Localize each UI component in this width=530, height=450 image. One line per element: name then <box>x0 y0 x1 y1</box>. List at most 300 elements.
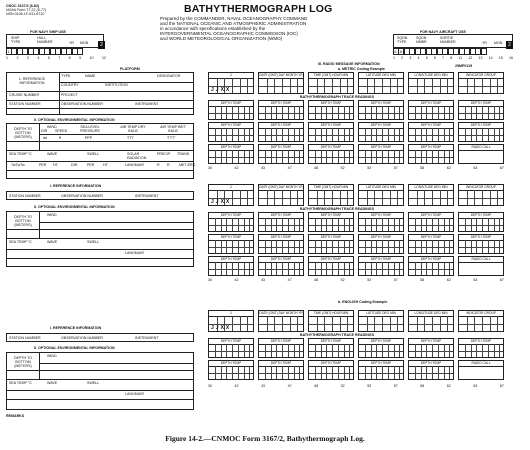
code-meters: MET-ERS <box>179 163 195 167</box>
column-numbers: 30 42 43 47 48 52 53 57 58 62 63 67 <box>208 278 504 282</box>
instrument-label-2: INSTRUMENT <box>135 194 159 198</box>
header-block-title: INDICATOR GROUP <box>459 73 503 79</box>
row-line <box>359 157 403 158</box>
row-line <box>359 351 403 352</box>
jjxx-code: J J X X <box>211 325 230 331</box>
depth-temp-block[interactable] <box>358 122 404 142</box>
depth-temp-block[interactable] <box>258 122 304 142</box>
header-block[interactable] <box>258 310 304 332</box>
swell-label: SWELL <box>87 152 100 156</box>
depth-temp-header: DEPTH TEMP <box>259 123 303 129</box>
depth-temp-block[interactable] <box>208 234 254 254</box>
wind-label-3: WIND <box>47 354 57 358</box>
ref-box-3 <box>6 333 194 342</box>
radio-call-block[interactable] <box>458 360 504 380</box>
depth-temp-header: DEPTH TEMP <box>409 361 453 367</box>
row-line <box>309 225 353 226</box>
depth-temp-header: DEPTH TEMP <box>409 257 453 263</box>
row-line <box>259 351 303 352</box>
wind-label-2: WIND <box>47 213 57 217</box>
depth-to-bottom-label: DEPTH TO BOTTOM (METERS) <box>13 127 33 139</box>
country-label: COUNTRY <box>61 83 79 87</box>
env-title-1: II. OPTIONAL ENVIRONMENTAL INFORMATION <box>34 118 115 122</box>
english-coding-title: b. ENGLISH Coding Example <box>338 300 388 304</box>
code-swell-dir: DIR <box>71 163 78 167</box>
air-temp-wet-label: AIR TEMP WET BULB <box>160 125 186 133</box>
trace-title: BATHYTHERMOGRAPH TRACE READINGS <box>300 207 375 211</box>
depth-temp-block[interactable] <box>408 122 454 142</box>
sea-temp-label: SEA TEMP °C <box>9 152 32 156</box>
row-line <box>259 373 303 374</box>
env-box-1 <box>6 123 194 179</box>
depth-temp-header: DEPTH TEMP <box>359 235 403 241</box>
depth-temp-block[interactable] <box>258 100 304 120</box>
env-title-2: II. OPTIONAL ENVIRONMENTAL INFORMATION <box>34 205 115 209</box>
ref-info-label: 1. REFERENCE INFORMATION <box>18 77 46 85</box>
code-ff: ff <box>59 135 61 140</box>
code-wave-ht: HT <box>53 163 58 167</box>
depth-temp-block[interactable] <box>308 212 354 232</box>
row-line <box>459 135 503 136</box>
row-line <box>259 198 303 199</box>
header-block-title: TIME (GMT) HOUR MIN <box>309 311 353 317</box>
ref-title-3: I. REFERENCE INFORMATION <box>50 326 102 330</box>
code-langmuir-3: LANGMUIR <box>125 392 144 396</box>
row-line <box>359 373 403 374</box>
row-line <box>359 247 403 248</box>
depth-temp-header: DEPTH TEMP <box>309 361 353 367</box>
header-block[interactable] <box>258 72 304 94</box>
row-line <box>309 113 353 114</box>
header-block[interactable] <box>358 184 404 206</box>
row-line <box>209 157 253 158</box>
depth-temp-block[interactable] <box>258 360 304 380</box>
row-line <box>359 86 403 87</box>
row-line <box>259 324 303 325</box>
row-line <box>259 269 303 270</box>
depth-to-bottom-label-3: DEPTH TO BOTTOM (METERS) <box>13 356 33 368</box>
depth-temp-header: DEPTH TEMP <box>309 235 353 241</box>
ref-box-2 <box>6 191 194 200</box>
institution-label: INSTITUTION <box>105 83 128 87</box>
depth-temp-block[interactable] <box>208 122 254 142</box>
depth-temp-header: DEPTH TEMP <box>359 339 403 345</box>
precip-label: PRECIP <box>157 152 171 156</box>
navy-aircraft-box <box>393 34 513 48</box>
header-block-title: 1 <box>209 311 253 317</box>
row-line <box>259 157 303 158</box>
depth-temp-block[interactable] <box>458 122 504 142</box>
depth-temp-block[interactable] <box>358 360 404 380</box>
sortie-number-label: SORTIE NUMBER <box>440 36 456 44</box>
row-line <box>409 324 453 325</box>
row-line <box>309 269 353 270</box>
depth-temp-header: DEPTH TEMP <box>309 145 353 151</box>
depth-temp-header: DEPTH TEMP <box>259 257 303 263</box>
code-wave-per: PER <box>39 163 47 167</box>
dir-label: DIR <box>41 129 48 133</box>
remarks-label: REMARKS <box>6 414 25 418</box>
depth-temp-block[interactable] <box>408 360 454 380</box>
header-block[interactable] <box>358 72 404 94</box>
ref-title-2: I. REFERENCE INFORMATION <box>50 184 102 188</box>
ship-tail-cell: 2 <box>98 41 105 49</box>
depth-temp-header: DEPTH TEMP <box>209 101 253 107</box>
header-block-title: LATITUDE DEG MIN <box>359 311 403 317</box>
figure-caption: Figure 14-2.—CNMOC Form 3167/2, Bathythermograph Log. <box>165 434 365 443</box>
header-block-title: LONGITUDE DEG MIN <box>409 73 453 79</box>
depth-temp-header: RADIO CALL <box>459 361 503 367</box>
depth-temp-block[interactable] <box>308 122 354 142</box>
designator-label: DESIGNATOR <box>157 74 181 78</box>
depth-temp-block[interactable] <box>208 144 254 164</box>
air-temp-dry-label: AIR TEMP DRY BULB <box>120 125 146 133</box>
page-title: BATHYTHERMOGRAPH LOG <box>184 3 333 15</box>
sea-temp-label-3: SEA TEMP °C <box>9 381 32 385</box>
depth-temp-block[interactable] <box>358 338 404 358</box>
header-block-title: 1 <box>209 73 253 79</box>
jjxx-code: J J X X <box>211 199 230 205</box>
station-number-label-2: STATION NUMBER <box>9 194 41 198</box>
depth-temp-header: DEPTH TEMP <box>309 101 353 107</box>
depth-temp-block[interactable] <box>458 234 504 254</box>
depth-temp-block[interactable] <box>258 212 304 232</box>
depth-temp-block[interactable] <box>408 212 454 232</box>
instrument-label: INSTRUMENT <box>135 102 159 106</box>
depth-temp-header: DEPTH TEMP <box>459 213 503 219</box>
depth-temp-block[interactable] <box>408 234 454 254</box>
navy-aircraft-numbers: 1 2 3 4 5 6 7 8 11 12 13 14 15 16 <box>393 56 513 60</box>
header-block[interactable] <box>408 72 454 94</box>
row-line <box>209 269 253 270</box>
row-line <box>309 198 353 199</box>
depth-temp-header: DEPTH TEMP <box>459 339 503 345</box>
depth-temp-header: DEPTH TEMP <box>409 235 453 241</box>
sqdn-nmbr-label: SQDN NMBR <box>416 36 427 44</box>
depth-temp-header: DEPTH TEMP <box>209 235 253 241</box>
env-box-2 <box>6 211 194 267</box>
row-line <box>409 247 453 248</box>
depth-temp-header: DEPTH TEMP <box>259 213 303 219</box>
row-line <box>209 247 253 248</box>
swell-label-3: SWELL <box>87 381 100 385</box>
trace-title: BATHYTHERMOGRAPH TRACE READINGS <box>300 95 375 99</box>
trans-label: TRANS <box>177 152 190 156</box>
code-twtwtw: TwTwTw <box>11 163 25 167</box>
row-line <box>409 198 453 199</box>
aircraft-yr-label: YR <box>482 41 487 45</box>
row-line <box>409 135 453 136</box>
row-line <box>309 373 353 374</box>
depth-temp-block[interactable] <box>308 234 354 254</box>
depth-temp-header: RADIO CALL <box>459 257 503 263</box>
depth-temp-block[interactable] <box>208 360 254 380</box>
header-block[interactable] <box>208 72 254 94</box>
trace-title: BATHYTHERMOGRAPH TRACE READINGS <box>300 333 375 337</box>
depth-temp-block[interactable] <box>308 338 354 358</box>
header-block[interactable] <box>308 310 354 332</box>
row-line <box>359 198 403 199</box>
depth-temp-header: DEPTH TEMP <box>309 213 353 219</box>
ship-type-label: SHIP TYPE <box>11 36 21 44</box>
row-line <box>409 269 453 270</box>
depth-temp-header: DEPTH TEMP <box>409 213 453 219</box>
depth-temp-header: DEPTH TEMP <box>209 213 253 219</box>
row-line <box>409 351 453 352</box>
row-line <box>359 135 403 136</box>
depth-to-bottom-label-2: DEPTH TO BOTTOM (METERS) <box>13 215 33 227</box>
sea-level-pressure-label: SEA LEVEL PRESSURE <box>80 125 100 133</box>
header-block[interactable] <box>408 310 454 332</box>
depth-temp-block[interactable] <box>358 234 404 254</box>
depth-temp-block[interactable] <box>208 100 254 120</box>
header-block-title: 1 <box>209 185 253 191</box>
row-line <box>459 198 503 199</box>
header-block[interactable] <box>458 72 504 94</box>
row-line <box>209 225 253 226</box>
depth-temp-block[interactable] <box>358 256 404 276</box>
depth-temp-block[interactable] <box>258 144 304 164</box>
navy-aircraft-cells[interactable]: 6 A <box>393 48 487 55</box>
row-line <box>259 225 303 226</box>
depth-temp-header: DEPTH TEMP <box>209 339 253 345</box>
depth-temp-header: DEPTH TEMP <box>259 101 303 107</box>
env-box-3 <box>6 352 194 410</box>
metric-coding-title: a. METRIC Coding Example <box>338 67 385 71</box>
depth-temp-block[interactable] <box>208 338 254 358</box>
aircraft-mon-label: MON <box>494 41 503 45</box>
radio-call-block[interactable] <box>458 256 504 276</box>
row-line <box>309 324 353 325</box>
row-line <box>209 135 253 136</box>
row-line <box>459 351 503 352</box>
row-line <box>209 373 253 374</box>
header-block[interactable] <box>408 184 454 206</box>
form-id-line1: CNOC 3167/2 (6-82) <box>6 4 40 8</box>
header-block[interactable] <box>308 184 354 206</box>
wave-label-2: WAVE <box>47 240 58 244</box>
navy-ship-numbers: 1 2 3 4 5 7 8 9 10 12 <box>6 56 106 60</box>
wave-label-3: WAVE <box>47 381 58 385</box>
depth-temp-header: DEPTH TEMP <box>459 123 503 129</box>
sea-temp-label-2: SEA TEMP °C <box>9 240 32 244</box>
depth-temp-header: DEPTH TEMP <box>209 145 253 151</box>
row-line <box>409 225 453 226</box>
column-numbers: 30 42 43 47 48 52 53 57 58 62 63 67 <box>208 384 504 388</box>
observation-number-label-3: OBSERVATION NUMBER <box>61 336 103 340</box>
navy-ship-title: FOR NAVY SHIP USE <box>30 30 66 34</box>
row-line <box>459 324 503 325</box>
depth-temp-header: DEPTH TEMP <box>409 339 453 345</box>
code-r1: R <box>157 163 160 167</box>
depth-temp-header: DEPTH TEMP <box>309 123 353 129</box>
observation-number-label-2: OBSERVATION NUMBER <box>61 194 103 198</box>
column-numbers: 30 42 43 47 48 52 53 57 58 62 63 67 <box>208 166 504 170</box>
type-label: TYPE <box>61 74 71 78</box>
wave-label: WAVE <box>47 152 58 156</box>
depth-temp-block[interactable] <box>458 100 504 120</box>
depth-temp-header: DEPTH TEMP <box>359 123 403 129</box>
row-line <box>309 351 353 352</box>
row-line <box>309 135 353 136</box>
sqdn-type-label: SQDN TYPE <box>397 36 408 44</box>
code-swell-ht: HT <box>103 163 108 167</box>
navy-aircraft-title: FOR NAVY AIRCRAFT USE <box>420 30 466 34</box>
header-block-title: LONGITUDE DEG MIN <box>409 311 453 317</box>
row-line <box>309 247 353 248</box>
row-line <box>359 324 403 325</box>
instrument-label-3: INSTRUMENT <box>135 336 159 340</box>
depth-temp-block[interactable] <box>208 212 254 232</box>
row-line <box>259 135 303 136</box>
cruise-number-label: CRUISE NUMBER <box>9 93 40 97</box>
row-line <box>309 86 353 87</box>
depth-temp-block[interactable] <box>208 256 254 276</box>
code-swell-per: PER <box>87 163 95 167</box>
env-title-3: II. OPTIONAL ENVIRONMENTAL INFORMATION <box>34 346 115 350</box>
row-line <box>459 113 503 114</box>
depth-temp-header: DEPTH TEMP <box>409 123 453 129</box>
depth-temp-block[interactable] <box>258 338 304 358</box>
prepared-by: Prepared by the COMMANDER, NAVAL OCEANOGRAPHY COMMAND and the NATIONAL OCEANIC AND ATMOSPHERIC ADMINISTRATION in accordance with specifications established by the INTERGOVERNMENTAL OCEANOGRAPHIC COMMISSION (IOC) and WORLD METEOROLOGICAL ORGANIZATION (WMO) <box>160 16 308 41</box>
station-number-label: STATION NUMBER <box>9 102 41 106</box>
row-line <box>209 351 253 352</box>
depth-temp-block[interactable] <box>308 144 354 164</box>
depth-temp-header: DEPTH TEMP <box>209 123 253 129</box>
depth-temp-block[interactable] <box>308 100 354 120</box>
depth-temp-header: DEPTH TEMP <box>309 257 353 263</box>
code-ppp: PPP <box>85 135 93 140</box>
row-line <box>459 86 503 87</box>
header-block[interactable] <box>308 72 354 94</box>
row-line <box>459 225 503 226</box>
observation-number-label: OBSERVATION NUMBER <box>61 102 103 106</box>
row-line <box>359 269 403 270</box>
solar-radiation-label: SOLAR RADIATION <box>127 152 147 160</box>
row-line <box>259 113 303 114</box>
depth-temp-block[interactable] <box>458 338 504 358</box>
depth-temp-header: DEPTH TEMP <box>259 339 303 345</box>
form-id-line3: NSN 0106-LF-031-6710 <box>6 12 45 16</box>
depth-temp-header: DEPTH TEMP <box>459 101 503 107</box>
header-block-title: INDICATOR GROUP <box>459 185 503 191</box>
header-block[interactable] <box>458 310 504 332</box>
depth-temp-block[interactable] <box>358 100 404 120</box>
yr-label: YR <box>69 41 74 45</box>
depth-temp-block[interactable] <box>458 212 504 232</box>
depth-temp-header: DEPTH TEMP <box>359 257 403 263</box>
depth-temp-header: DEPTH TEMP <box>209 361 253 367</box>
code-dd: dd <box>43 135 47 140</box>
radio-call-block[interactable] <box>458 144 504 164</box>
depth-temp-block[interactable] <box>408 256 454 276</box>
depth-temp-header: DEPTH TEMP <box>459 235 503 241</box>
depth-temp-header: DEPTH TEMP <box>209 257 253 263</box>
header-block[interactable] <box>208 184 254 206</box>
header-block-title: LONGITUDE DEG MIN <box>409 185 453 191</box>
row-line <box>259 86 303 87</box>
platform-box <box>6 72 194 115</box>
depth-temp-header: DEPTH TEMP <box>409 145 453 151</box>
wind-label: WIND <box>47 125 57 129</box>
jjxx-code: J J X X <box>211 87 230 93</box>
depth-temp-block[interactable] <box>408 144 454 164</box>
header-block-title: LATITUDE DEG MIN <box>359 185 403 191</box>
radio-title: III. RADIO MESSAGE INFORMATION <box>318 62 380 66</box>
depth-temp-header: DEPTH TEMP <box>359 213 403 219</box>
depth-temp-block[interactable] <box>408 338 454 358</box>
form-id-line2: NOAA Form 77-22 (5-77) <box>6 8 47 12</box>
depth-temp-header: DEPTH TEMP <box>259 361 303 367</box>
depth-temp-header: RADIO CALL <box>459 145 503 151</box>
depth-temp-block[interactable] <box>258 234 304 254</box>
name-label: NAME <box>85 74 96 78</box>
row-line <box>209 113 253 114</box>
row-line <box>409 157 453 158</box>
row-line <box>409 373 453 374</box>
form-number: 25MP0115 <box>455 64 473 68</box>
header-block[interactable] <box>258 184 304 206</box>
row-line <box>409 86 453 87</box>
row-line <box>359 225 403 226</box>
cell-prefill: 1 <box>7 49 10 54</box>
navy-ship-cells[interactable] <box>6 48 83 55</box>
depth-temp-block[interactable] <box>358 144 404 164</box>
row-line <box>409 113 453 114</box>
header-block-title: INDICATOR GROUP <box>459 311 503 317</box>
code-ttt: TTT <box>127 135 134 140</box>
platform-title: PLATFORM <box>120 67 140 71</box>
depth-temp-header: DEPTH TEMP <box>309 339 353 345</box>
swell-label-2: SWELL <box>87 240 100 244</box>
row-line <box>459 247 503 248</box>
row-line <box>259 247 303 248</box>
code-ttt-wet: T'T'T' <box>167 135 176 140</box>
depth-temp-header: DEPTH TEMP <box>359 361 403 367</box>
header-block-title: LATITUDE DEG MIN <box>359 73 403 79</box>
depth-temp-header: DEPTH TEMP <box>359 101 403 107</box>
depth-temp-header: DEPTH TEMP <box>259 145 303 151</box>
code-langmuir-2: LANGMUIR <box>125 251 144 255</box>
header-block-title: DATE (GMT) DAY MONTH YR <box>259 311 303 315</box>
speed-label: SPEED <box>55 129 68 133</box>
code-langmuir: LANGMUIR <box>125 163 144 167</box>
row-line <box>359 113 403 114</box>
depth-temp-block[interactable] <box>408 100 454 120</box>
hull-number-label: HULL NUMBER <box>37 36 53 44</box>
header-block[interactable] <box>358 310 404 332</box>
station-number-label-3: STATION NUMBER <box>9 336 41 340</box>
mon-label: MON <box>80 41 89 45</box>
depth-temp-block[interactable] <box>358 212 404 232</box>
code-r2: R <box>167 163 170 167</box>
depth-temp-header: DEPTH TEMP <box>259 235 303 241</box>
depth-temp-block[interactable] <box>258 256 304 276</box>
depth-temp-block[interactable] <box>308 256 354 276</box>
row-line <box>309 157 353 158</box>
aircraft-tail-cell: 2 <box>506 41 513 49</box>
depth-temp-block[interactable] <box>308 360 354 380</box>
header-block-title: TIME (GMT) HOUR MIN <box>309 185 353 191</box>
header-block-title: DATE (GMT) DAY MONTH YR <box>259 185 303 189</box>
navy-ship-box <box>6 34 104 48</box>
depth-temp-header: DEPTH TEMP <box>409 101 453 107</box>
header-block-title: TIME (GMT) HOUR MIN <box>309 73 353 79</box>
header-block[interactable] <box>208 310 254 332</box>
project-label: PROJECT <box>61 93 78 97</box>
header-block[interactable] <box>458 184 504 206</box>
depth-temp-header: DEPTH TEMP <box>359 145 403 151</box>
